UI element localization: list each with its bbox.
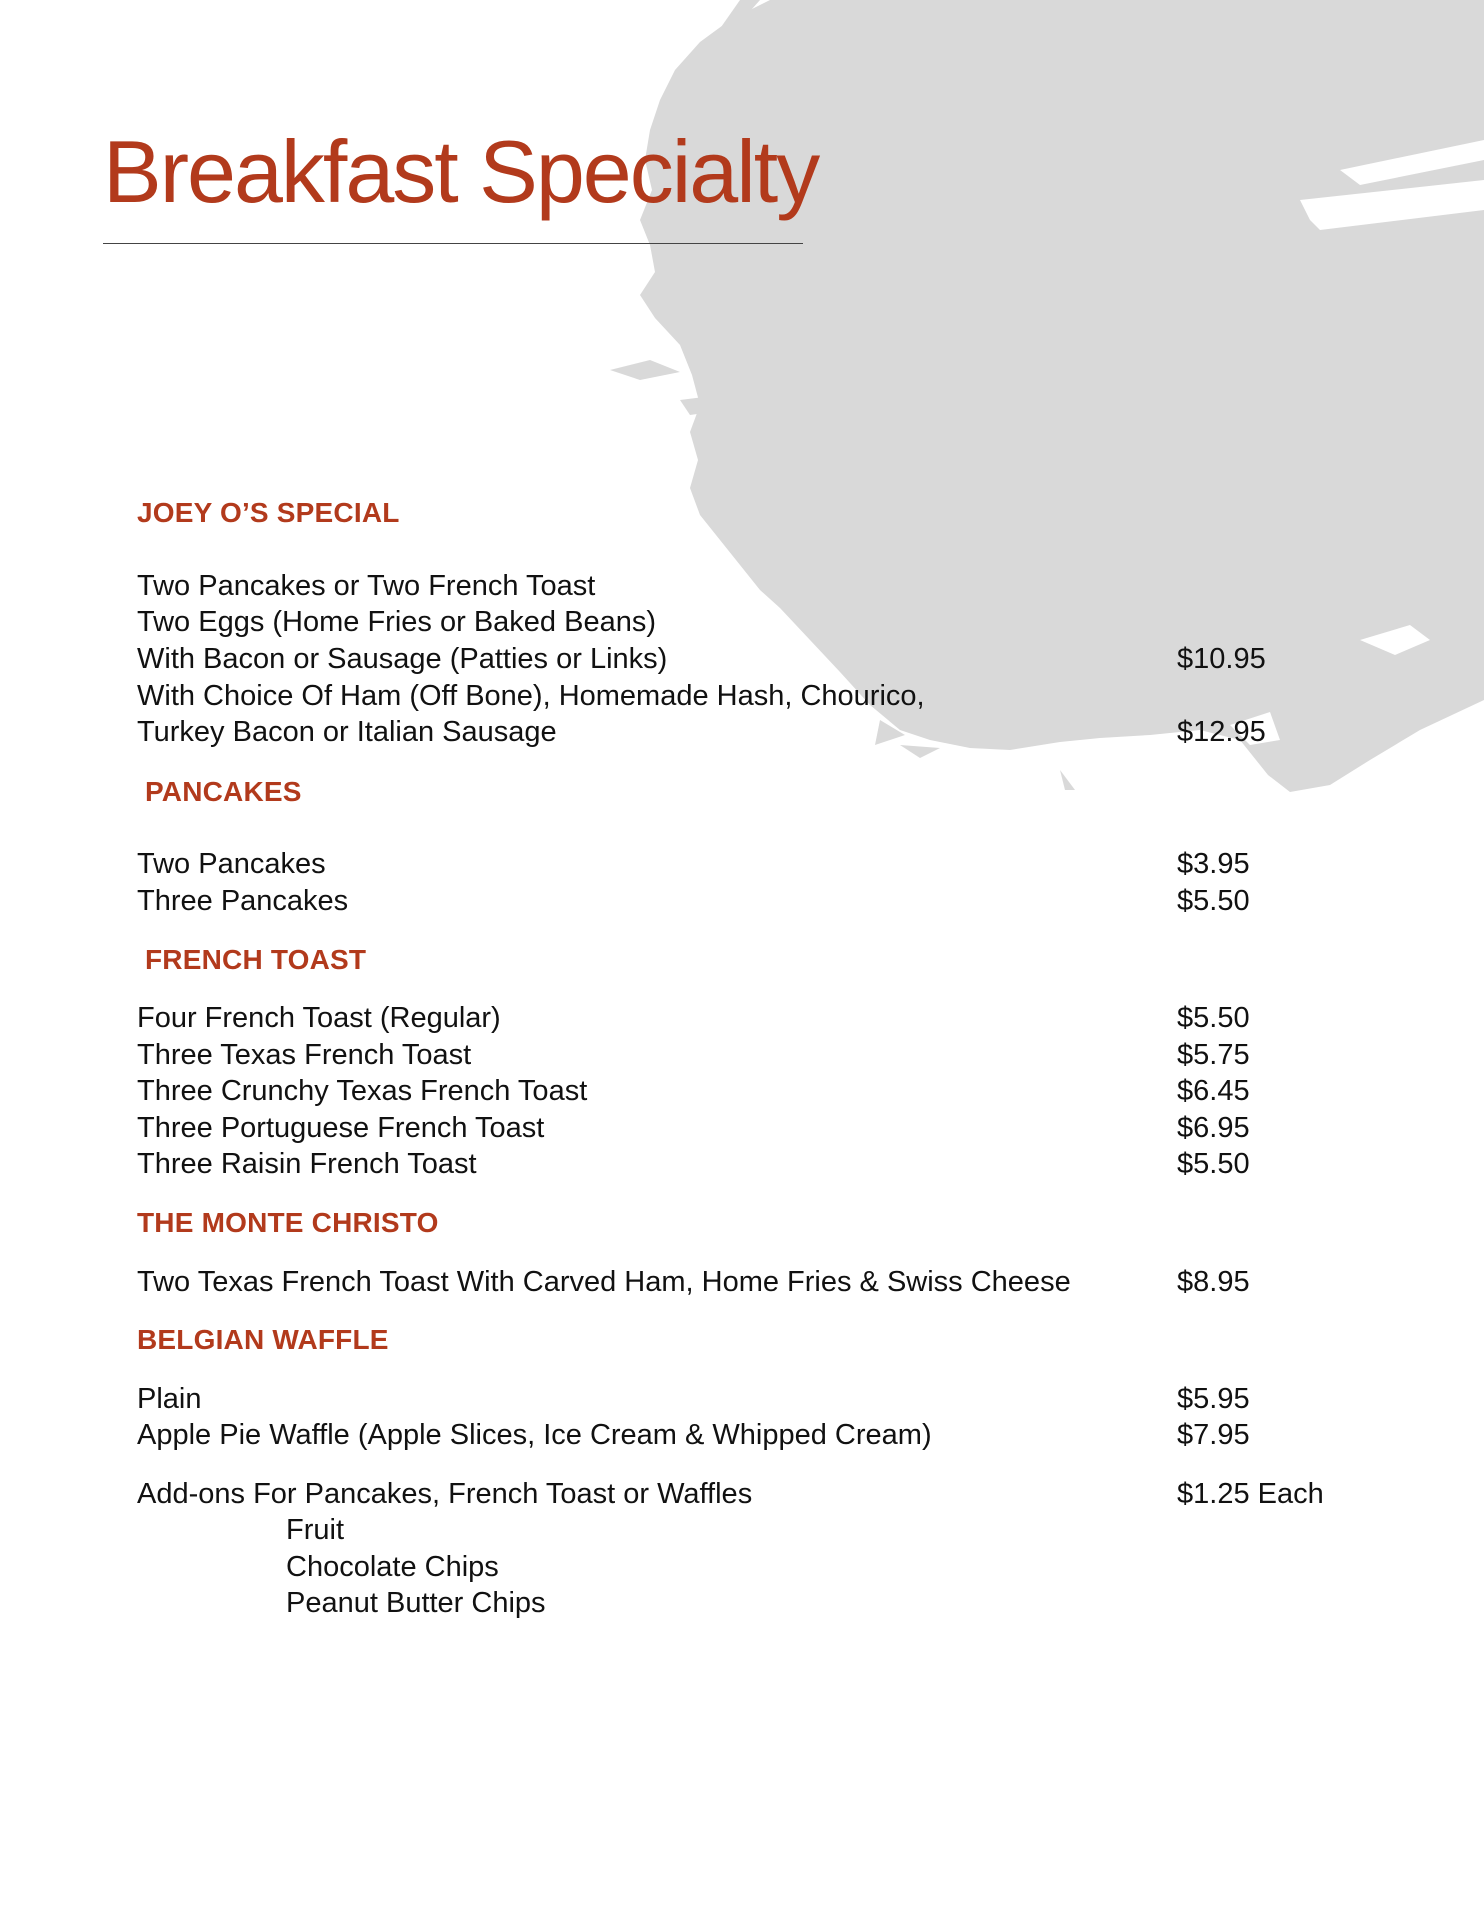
addon-option: Peanut Butter Chips [286,1587,546,1619]
menu-line: Two Eggs (Home Fries or Baked Beans) [137,606,656,638]
title-underline [103,243,803,244]
page-title: Breakfast Specialty [103,122,819,221]
menu-item-name: Two Texas French Toast With Carved Ham, Home Fries & Swiss Cheese [137,1266,1071,1298]
menu-item-name: Apple Pie Waffle (Apple Slices, Ice Cream & Whipped Cream) [137,1419,932,1451]
menu-price: $5.50 [1177,1148,1250,1180]
menu-item-name: Three Raisin French Toast [137,1148,477,1180]
addons-price: $1.25 Each [1177,1478,1324,1510]
menu-line: Turkey Bacon or Italian Sausage [137,716,557,748]
section-heading-french-toast: FRENCH TOAST [145,944,367,975]
section-heading-joey-special: JOEY O’S SPECIAL [137,497,400,528]
menu-price: $5.50 [1177,885,1250,917]
menu-price: $12.95 [1177,716,1266,748]
menu-price: $6.95 [1177,1112,1250,1144]
menu-item-name: Three Portuguese French Toast [137,1112,545,1144]
menu-item-name: Three Crunchy Texas French Toast [137,1075,588,1107]
menu-item-name: Plain [137,1383,202,1415]
menu-line: Two Pancakes or Two French Toast [137,570,596,602]
section-heading-monte-christo: THE MONTE CHRISTO [137,1207,439,1238]
addons-label: Add-ons For Pancakes, French Toast or Waffles [137,1478,753,1510]
menu-price: $5.75 [1177,1039,1250,1071]
menu-price: $10.95 [1177,643,1266,675]
menu-price: $8.95 [1177,1266,1250,1298]
menu-line: With Bacon or Sausage (Patties or Links) [137,643,668,675]
menu-price: $5.50 [1177,1002,1250,1034]
menu-price: $6.45 [1177,1075,1250,1107]
menu-price: $5.95 [1177,1383,1250,1415]
menu-line: With Choice Of Ham (Off Bone), Homemade Hash, Chourico, [137,680,925,712]
addon-option: Chocolate Chips [286,1551,499,1583]
section-heading-pancakes: PANCAKES [145,776,302,807]
menu-price: $3.95 [1177,848,1250,880]
section-heading-belgian-waffle: BELGIAN WAFFLE [137,1324,389,1355]
addon-option: Fruit [286,1514,344,1546]
menu-price: $7.95 [1177,1419,1250,1451]
menu-item-name: Three Texas French Toast [137,1039,472,1071]
menu-item-name: Two Pancakes [137,848,326,880]
menu-item-name: Four French Toast (Regular) [137,1002,501,1034]
menu-item-name: Three Pancakes [137,885,349,917]
